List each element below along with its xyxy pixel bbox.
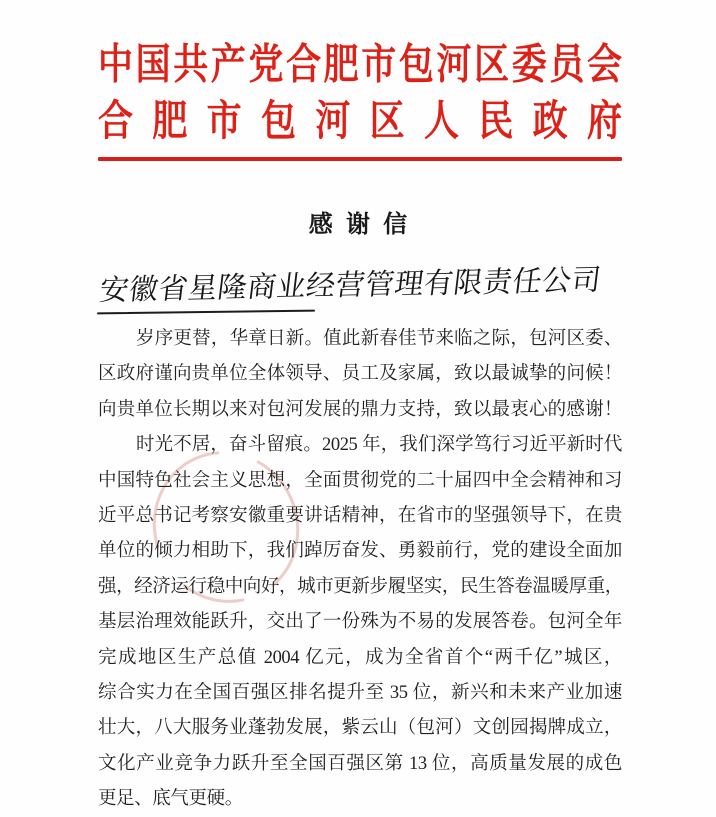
letterhead-org-line-2: 合肥市包河区人民政府 <box>98 97 622 145</box>
body-line: 时光不居，奋斗留痕。2025 年，我们深学笃行习近平新时代 <box>136 435 622 456</box>
body-line: 更足、底气更硬。 <box>98 789 243 810</box>
letterhead-org-line-1: 中国共产党合肥市包河区委员会 <box>98 41 622 88</box>
letter-body <box>98 322 622 817</box>
recipient-name-handwritten: 安徽省星隆商业经营管理有限责任公司 <box>97 262 604 308</box>
body-line: 单位的倾力相助下，我们踔厉奋发、勇毅前行，党的建设全面加 <box>98 541 622 562</box>
body-line: 区政府谨向贵单位全体领导、员工及家属，致以最诚挚的问候！ <box>98 364 622 385</box>
body-line: 基层治理效能跃升，交出了一份殊为不易的发展答卷。包河全年 <box>98 612 622 633</box>
letter-title: 感谢信 <box>308 212 421 238</box>
body-line: 强，经济运行稳中向好，城市更新步履坚实，民生答卷温暖厚重， <box>98 576 623 597</box>
body-line: 文化产业竞争力跃升至全国百强区第 13 位，高质量发展的成色 <box>98 753 622 774</box>
letterhead <box>98 40 622 146</box>
letterhead-divider-rule <box>98 157 622 161</box>
body-line: 中国特色社会主义思想，全面贯彻党的二十届四中全会精神和习 <box>98 470 622 491</box>
handwritten-underline <box>97 310 315 315</box>
body-line: 壮大，八大服务业蓬勃发展，紫云山（包河）文创园揭牌成立， <box>98 718 622 739</box>
body-line: 向贵单位长期以来对包河发展的鼎力支持，致以最衷心的感谢！ <box>98 399 622 420</box>
body-line: 综合实力在全国百强区排名提升至 35 位，新兴和未来产业加速 <box>98 682 622 703</box>
body-line: 近平总书记考察安徽重要讲话精神，在省市的坚强领导下，在贵 <box>98 505 622 526</box>
body-line: 完成地区生产总值 2004 亿元，成为全省首个“两千亿”城区， <box>98 647 622 668</box>
body-line: 岁序更替，华章日新。值此新春佳节来临之际，包河区委、 <box>136 329 622 349</box>
